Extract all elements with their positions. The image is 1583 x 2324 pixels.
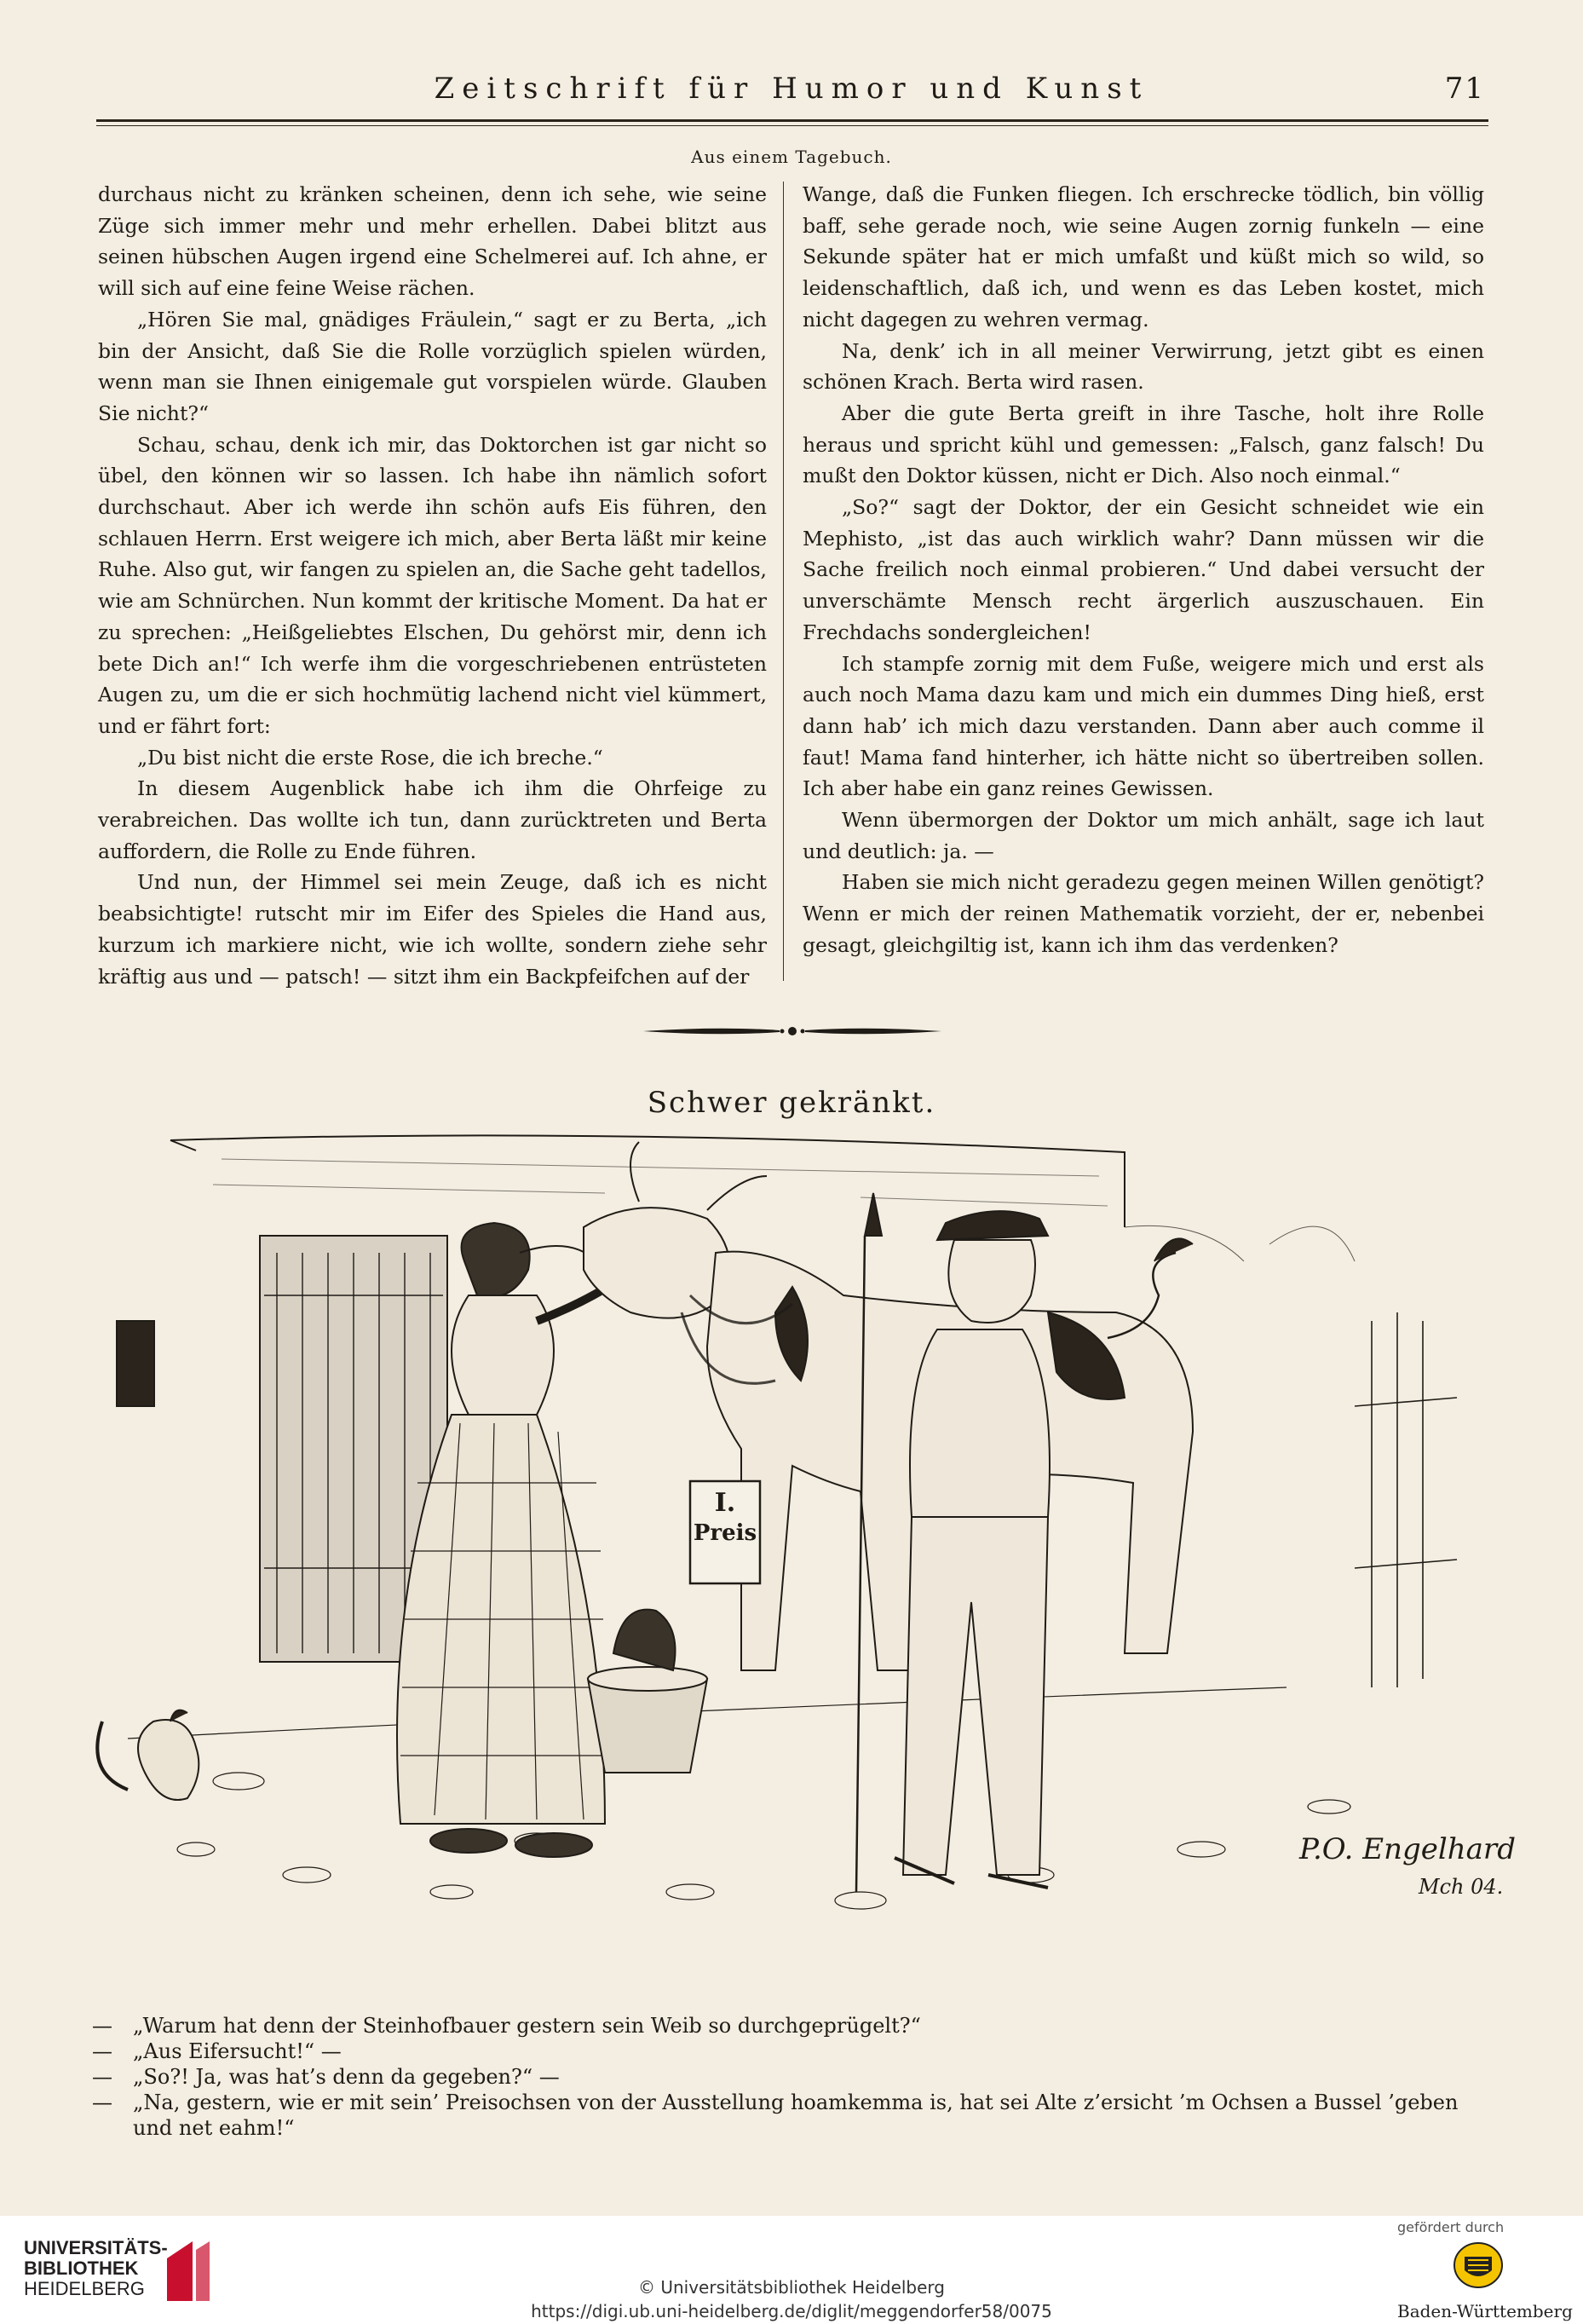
copyright-notice: © Universitätsbibliothek Heidelberg [637, 2277, 945, 2298]
prize-sign-label: Preis [693, 1520, 757, 1546]
caption-dash: — [92, 2039, 112, 2063]
paragraph: Wenn übermorgen der Doktor um mich anhält, sage ich laut und deutlich: ja. — [803, 808, 1484, 863]
paragraph: In diesem Augenblick habe ich ihm die Ohrfeige zu verabreichen. Das wollte ich tun, dann zurücktreten und Berta auffordern, die Rolle zu Ende führen. [98, 776, 767, 863]
library-name-line: UNIVERSITÄTS- [24, 2237, 168, 2258]
caption-text: „Warum hat denn der Steinhofbauer gestern sein Weib so durchgeprügelt?“ [133, 2014, 921, 2038]
paragraph: Schau, schau, denk ich mir, das Doktorchen ist gar nicht so übel, den können wir so lassen. Ich habe ihn nämlich sofort durchschaut. Aber ich werde ihn schön aufs Eis führen, den schlauen Herrn. Erst weigere ich mich, aber Berta läßt mir keine Ruhe. Also gut, wir fangen zu spielen an, die Sache geht tadellos, wie am Schnürchen. Nun kommt der kritische Moment. Da hat er zu sprechen: „Heißgeliebtes Elschen, Du gehörst mir, denn ich bete Dich an!“ Ich werfe ihm die vorgeschriebenen entrüsteten Augen zu, um die er sich hochmütig lachend nicht viel kümmert, und er fährt fort: [98, 432, 767, 738]
paragraph: „So?“ sagt der Doktor, der ein Gesicht schneidet wie ein Mephisto, „ist das auch wirklich wahr? Dann müssen wir die Sache freilich noch einmal probieren.“ Und dabei versucht der unverschämte Mensch recht ärgerlich auszuschauen. Ein Frechdachs sondergleichen! [803, 495, 1484, 644]
section-label: Aus einem Tagebuch. [691, 147, 892, 167]
caption-line [92, 2064, 1489, 2090]
paragraph: durchaus nicht zu kränken scheinen, denn ich sehe, wie seine Züge sich immer mehr und mehr erhellen. Dabei blitzt aus seinen hübschen Augen irgend eine Schelmerei auf. Ich ahne, er will sich auf eine feine Weise rächen. [98, 182, 767, 301]
header-rule-thick [96, 119, 1488, 122]
caption-line [92, 2090, 1489, 2141]
right-text-column [803, 179, 1484, 961]
caption-dash: — [92, 2065, 112, 2089]
header-rule-thin [96, 125, 1488, 126]
journal-title: Zeitschrift für Humor und Kunst [434, 72, 1149, 106]
library-logo-icon[interactable] [158, 2233, 213, 2310]
paragraph: Ich stampfe zornig mit dem Fuße, weigere mich und erst als auch noch Mama dazu kam und mich ein dummes Ding hieß, erst dann hab’ ich mich dazu verstanden. Dann aber auch comme il faut! Mama fand hinterher, ich hätte nicht so übertreiben sollen. Ich aber habe ein ganz reines Gewissen. [803, 651, 1484, 801]
paragraph: „Du bist nicht die erste Rose, die ich breche.“ [137, 745, 603, 770]
prize-sign-number: I. [714, 1488, 736, 1518]
paragraph: Haben sie mich nicht geradezu gegen meinen Willen genötigt? Wenn er mich der reinen Mathematik vorzieht, der er, nebenbei gesagt, gleichgiltig ist, kann ich ihm das verdenken? [803, 870, 1484, 957]
cartoon-illustration [94, 1125, 1491, 1986]
artist-signature: P.O. Engelhard [1299, 1832, 1516, 1866]
caption-text: „So?! Ja, was hat’s denn da gegeben?“ — [133, 2065, 560, 2089]
caption-line [92, 2039, 1489, 2064]
column-divider [783, 182, 784, 981]
paragraph: Aber die gute Berta greift in ihre Tasche, holt ihre Rolle heraus und spricht kühl und gemessen: „Falsch, ganz falsch! Du mußt den Doktor küssen, nicht er Dich. Also noch einmal.“ [803, 401, 1484, 488]
signature-date: Mch 04. [1419, 1875, 1504, 1899]
running-head [98, 66, 1485, 111]
paragraph: Und nun, der Himmel sei mein Zeuge, daß ich es nicht beabsichtigte! rutscht mir im Eifer des Spieles die Hand aus, kurzum ich markiere nicht, wie ich wollte, sondern ziehe sehr kräftig aus und — patsch! — sitzt ihm ein Backpfeifchen auf der [98, 870, 767, 989]
baden-wuerttemberg-crest-icon[interactable] [1453, 2241, 1504, 2289]
cartoon-caption [92, 2013, 1489, 2141]
caption-dash: — [92, 2090, 112, 2114]
library-name-line: BIBLIOTHEK [24, 2258, 139, 2279]
prize-sign [690, 1481, 760, 1616]
ornamental-divider-icon [643, 1021, 941, 1041]
caption-dash: — [92, 2014, 112, 2038]
paragraph: Wange, daß die Funken fliegen. Ich erschrecke tödlich, bin völlig baff, sehe gerade noch, wie seine Augen zornig funkeln — eine Sekunde später hat er mich umfaßt und küßt mich so wild, so leidenschaftlich, daß ich, und wenn es das Leben kostet, mich nicht dagegen zu wehren vermag. [803, 182, 1484, 332]
paragraph: „Hören Sie mal, gnädiges Fräulein,“ sagt er zu Berta, „ich bin der Ansicht, daß Sie die Rolle vorzüglich spielen würden, wenn man sie Ihnen einigemale gut vorspielen würde. Glauben Sie nicht?“ [98, 307, 767, 425]
page-number: 71 [1444, 72, 1485, 106]
left-text-column [98, 179, 767, 992]
library-name-line: HEIDELBERG [24, 2278, 145, 2299]
funded-by-label: gefördert durch [1397, 2219, 1505, 2235]
cartoon-title: Schwer gekränkt. [647, 1086, 936, 1120]
state-label: Baden-Württemberg [1397, 2301, 1573, 2321]
caption-text: „Aus Eifersucht!“ — [133, 2039, 342, 2063]
caption-text: „Na, gestern, wie er mit sein’ Preisochsen von der Ausstellung hoamkemma is, hat sei Alte z’ersicht ’m Ochsen a Bussel ’geben und net eahm!“ [133, 2090, 1459, 2140]
caption-line [92, 2013, 1489, 2039]
page-url-link[interactable]: https://digi.ub.uni-heidelberg.de/diglit/meggendorfer58/0075 [531, 2301, 1052, 2321]
paragraph: Na, denk’ ich in all meiner Verwirrung, jetzt gibt es einen schönen Krach. Berta wird rasen. [803, 338, 1484, 395]
